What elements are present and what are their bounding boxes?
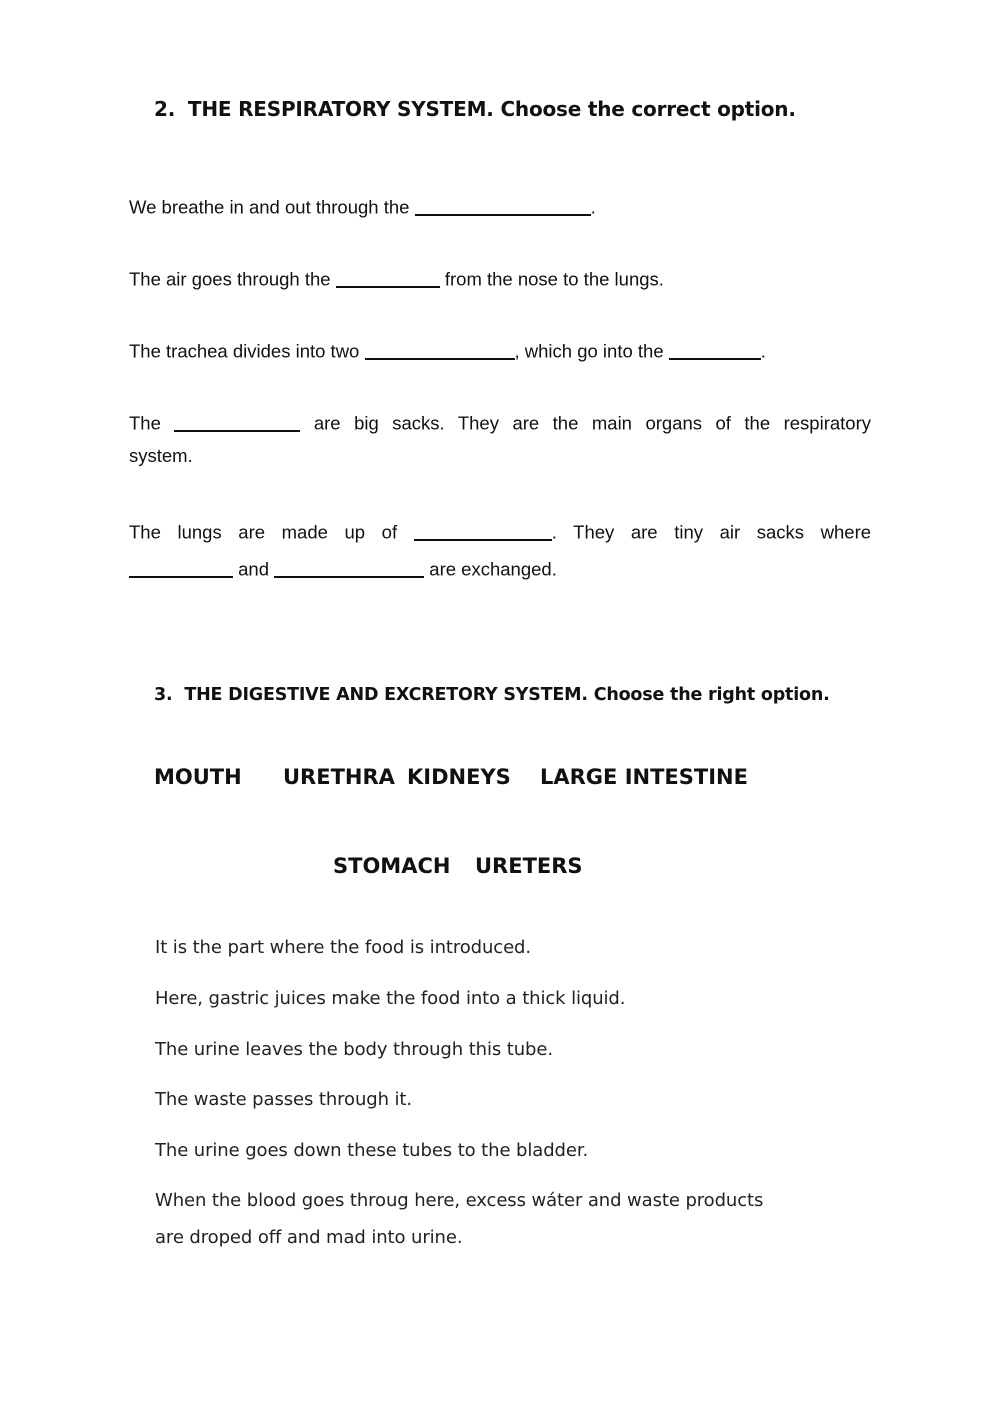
clue-6-line-1: When the blood goes throug here, excess wáter and waste products (155, 1190, 764, 1211)
answer-blank-5b[interactable] (129, 557, 233, 578)
sentence-5-text-c: and (238, 558, 270, 580)
sentence-5-text-d: are exchanged. (429, 558, 557, 580)
word-bank-urethra[interactable]: URETHRA (283, 765, 395, 789)
clue-3: The urine leaves the body through this tube. (155, 1039, 553, 1060)
word-bank-mouth[interactable]: MOUTH (154, 765, 242, 789)
sentence-5-line-2 (129, 554, 557, 580)
clue-2: Here, gastric juices make the food into a thick liquid. (155, 988, 626, 1009)
sentence-4-text-a: The (129, 412, 161, 434)
answer-blank-5a[interactable] (414, 520, 552, 541)
sentence-2-text-a: The air goes through the (129, 268, 331, 290)
sentence-5-text-a: The lungs are made up of (129, 521, 398, 543)
sentence-3 (129, 336, 766, 362)
sentence-5-line-1 (129, 517, 871, 543)
clue-5: The urine goes down these tubes to the bladder. (155, 1140, 589, 1161)
answer-blank-3b[interactable] (669, 339, 761, 360)
sentence-2 (129, 264, 664, 290)
sentence-1-text-b: . (590, 196, 596, 218)
word-bank-stomach[interactable]: STOMACH (333, 854, 451, 878)
sentence-5-text-b: . They are tiny air sacks where (551, 521, 872, 543)
answer-blank-4[interactable] (174, 411, 300, 432)
answer-blank-3a[interactable] (365, 339, 515, 360)
answer-blank-5c[interactable] (274, 557, 424, 578)
sentence-1 (129, 192, 596, 218)
clue-1: It is the part where the food is introduced. (155, 937, 531, 958)
clue-6-line-2: are droped off and mad into urine. (155, 1227, 463, 1248)
sentence-4-text-c: system. (129, 445, 193, 466)
section-2-heading (154, 97, 796, 121)
sentence-4-line-2 (129, 445, 193, 467)
section-2-number: 2. (154, 97, 176, 121)
word-bank-kidneys[interactable]: KIDNEYS (407, 765, 511, 789)
sentence-4-line-1 (129, 408, 871, 434)
sentence-2-text-b: from the nose to the lungs. (444, 268, 664, 290)
sentence-1-text-a: We breathe in and out through the (129, 196, 410, 218)
word-bank-ureters[interactable]: URETERS (475, 854, 583, 878)
section-3-heading (154, 685, 830, 705)
section-3-title: THE DIGESTIVE AND EXCRETORY SYSTEM. Choose the right option. (184, 685, 830, 705)
answer-blank-1[interactable] (415, 195, 591, 216)
answer-blank-2[interactable] (336, 267, 440, 288)
sentence-3-text-b: , which go into the (514, 340, 664, 362)
word-bank-large-intestine[interactable]: LARGE INTESTINE (540, 765, 748, 789)
sentence-4-text-b: are big sacks. They are the main organs of the respiratory (313, 412, 871, 434)
sentence-3-text-a: The trachea divides into two (129, 340, 360, 362)
sentence-3-text-c: . (760, 340, 766, 362)
section-2-title: THE RESPIRATORY SYSTEM. Choose the correct option. (187, 97, 796, 121)
section-3-number: 3. (154, 685, 173, 705)
clue-4: The waste passes through it. (155, 1089, 412, 1110)
